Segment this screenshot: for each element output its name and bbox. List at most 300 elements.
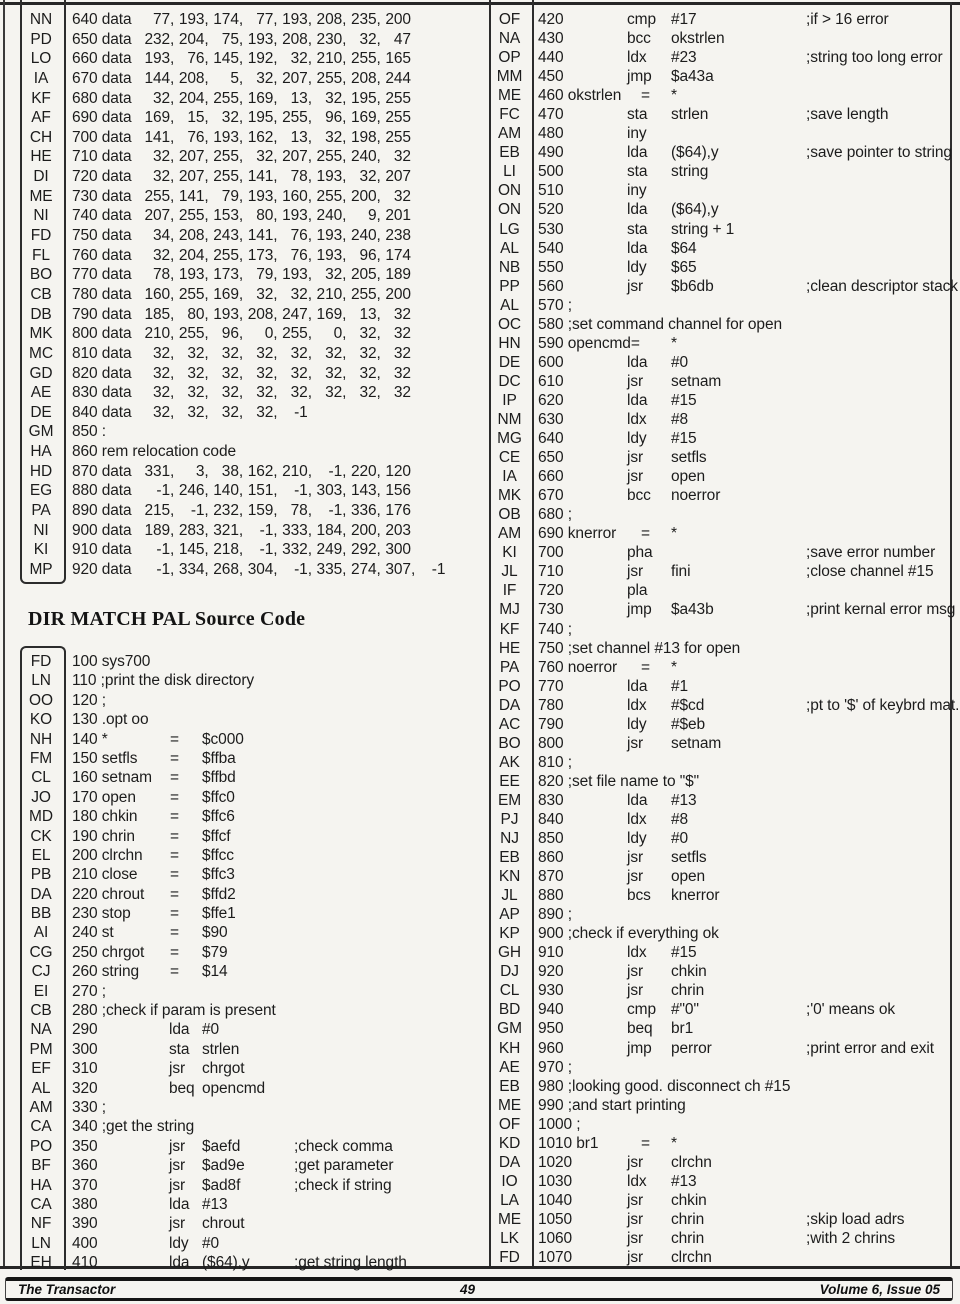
code-row (20, 846, 470, 865)
code-text: 280 ;check if param is present (72, 1002, 276, 1020)
code-text: 930 (538, 982, 564, 1000)
code-text: 520 (538, 201, 564, 219)
checksum-code: IO (501, 1172, 518, 1190)
data-value: 240 (350, 227, 377, 245)
opcode: bcs (627, 887, 651, 905)
code-text: 950 (538, 1020, 564, 1038)
opcode: ldy (627, 430, 647, 448)
data-value: 96 (359, 246, 377, 264)
code-text: 390 (72, 1215, 98, 1233)
code-text: 840 (538, 810, 564, 828)
comment: ;close channel #15 (806, 563, 934, 581)
data-value: 160 (282, 187, 308, 205)
operand: string (671, 163, 709, 181)
data-value: 255 (178, 325, 205, 343)
data-value: -1 (259, 521, 274, 539)
data-value: 32 (256, 344, 274, 362)
data-value: 13 (290, 128, 308, 146)
code-text: 700 data 141, 76, 193, 162, 13, 32, 198, 255 (72, 128, 411, 146)
data-value: 78 (152, 266, 170, 284)
data-value: 193 (213, 305, 239, 323)
data-value: 193 (247, 30, 274, 48)
code-row (489, 486, 954, 505)
opcode: jsr (627, 1230, 644, 1247)
code-text: 900 data 189, 283, 321, -1, 333, 184, 200, 203 (72, 521, 411, 539)
code-text: 430 (538, 30, 564, 48)
data-value: 165 (385, 50, 411, 68)
opcode: lda (627, 144, 648, 162)
equals-sign: = (170, 885, 179, 903)
code-row (20, 462, 470, 482)
code-row (20, 1001, 470, 1020)
data-value: -1 (156, 482, 170, 500)
data-value: 193 (316, 168, 343, 186)
line-label: 890 data (72, 502, 132, 520)
code-text: 410 (72, 1254, 98, 1272)
code-text: 230 stop (72, 905, 131, 923)
code-text: 820 data 32, 32, 32, 32, 32, 32, 32, 32 (72, 364, 411, 382)
comment: ;string too long error (806, 49, 943, 67)
line-label: 640 data (72, 11, 132, 28)
code-text: 330 ; (72, 1098, 106, 1116)
code-row (20, 1214, 470, 1233)
data-value: 210 (144, 325, 170, 343)
code-row (489, 239, 954, 258)
code-text: 1070 (538, 1249, 573, 1267)
data-value: 193 (282, 207, 308, 225)
code-text: 720 (538, 582, 564, 600)
comment: ;check if string (294, 1176, 392, 1194)
code-row (20, 943, 470, 962)
operand: #15 (671, 944, 697, 962)
code-row (489, 1134, 954, 1153)
data-value: 145 (213, 50, 239, 68)
opcode: ldx (627, 410, 647, 428)
operand: $b6db (671, 277, 714, 295)
data-value: 246 (178, 482, 205, 500)
code-text: 760 data 32, 204, 255, 173, 76, 193, 96, 174 (72, 246, 411, 264)
checksum-code: KF (31, 89, 51, 107)
data-value: 32 (359, 168, 377, 186)
checksum-code: BO (498, 734, 521, 752)
code-row (489, 429, 954, 448)
code-text: 830 (538, 791, 564, 809)
code-row (20, 540, 470, 560)
code-row (489, 315, 954, 334)
data-value: 3 (195, 462, 205, 480)
checksum-code: KD (498, 1134, 521, 1152)
checksum-code: MJ (499, 601, 520, 619)
data-value: 193 (178, 11, 205, 28)
code-row (489, 562, 954, 581)
code-row (489, 48, 954, 67)
data-value: 303 (316, 482, 343, 500)
code-text: 640 (538, 430, 564, 448)
equals-sign: = (170, 905, 179, 923)
code-row (20, 89, 470, 109)
data-value: 205 (350, 266, 377, 284)
operand: string + 1 (671, 220, 735, 238)
checksum-code: OO (29, 691, 53, 709)
checksum-code: FD (499, 1249, 520, 1267)
opcode: lda (627, 391, 648, 409)
code-text: 370 (72, 1176, 98, 1194)
data-value: 32 (393, 344, 411, 362)
checksum-code: IF (502, 582, 517, 600)
code-text: 850 : (72, 423, 106, 441)
checksum-code: MP (29, 560, 53, 578)
checksum-code: EE (499, 772, 520, 790)
data-value: 78 (290, 168, 308, 186)
data-value: 151 (247, 482, 274, 500)
code-text: 220 chrout (72, 885, 145, 903)
checksum-code: PB (30, 866, 52, 884)
checksum-code: DA (498, 1153, 521, 1171)
opcode: ldx (627, 696, 647, 714)
comment: ;save error number (806, 544, 936, 562)
line-label: 840 data (72, 403, 132, 421)
operand: $ad9e (202, 1157, 245, 1175)
checksum-code: MG (497, 430, 522, 448)
code-text: 130 .opt oo (72, 711, 149, 729)
checksum-code: PM (29, 1040, 53, 1058)
operand: $65 (671, 258, 697, 276)
data-value: 80 (187, 305, 205, 323)
code-row (489, 1172, 954, 1191)
code-text: 100 sys700 (72, 653, 151, 670)
code-row (20, 1079, 470, 1098)
code-row (20, 671, 470, 690)
code-text: 820 ;set file name to "$" (538, 772, 700, 790)
code-row (489, 524, 954, 543)
code-row (489, 696, 960, 715)
data-value: 174 (385, 246, 411, 264)
data-value: 15 (187, 109, 205, 127)
data-value: 247 (282, 305, 308, 323)
data-value: 255 (385, 109, 411, 127)
checksum-code: PA (499, 658, 520, 676)
value: $ffbd (202, 769, 236, 787)
code-row (489, 1115, 954, 1134)
data-value: 47 (393, 30, 411, 48)
code-text: 1050 (538, 1210, 573, 1228)
code-text: 1010 br1 (538, 1134, 599, 1152)
code-row (20, 962, 470, 981)
code-text: 290 (72, 1021, 98, 1039)
opcode: iny (627, 125, 647, 143)
code-text: 860 (538, 849, 564, 867)
comment: ;pt to '$' of keybrd mat. (806, 696, 960, 714)
opcode: cmp (627, 11, 656, 28)
checksum-code: JL (501, 563, 518, 581)
code-text: 380 (72, 1195, 98, 1213)
data-value: 32 (152, 403, 170, 421)
operand: #"0" (671, 1001, 699, 1019)
data-value: 232 (144, 30, 170, 48)
left-edge-rule (3, 0, 5, 1266)
code-row (489, 86, 954, 105)
code-row (20, 652, 470, 671)
code-text: 970 ; (538, 1058, 572, 1076)
code-row (20, 1253, 470, 1272)
checksum-code: MM (496, 68, 523, 86)
data-value: 32 (152, 89, 170, 107)
code-text: 550 (538, 258, 564, 276)
operand: chrin (671, 1210, 705, 1228)
code-text: 630 (538, 410, 564, 428)
data-value: 144 (144, 69, 170, 87)
opcode: jsr (169, 1215, 186, 1233)
checksum-code: LA (500, 1191, 519, 1209)
checksum-code: JO (31, 788, 51, 806)
data-value: 208 (350, 69, 377, 87)
checksum-code: CE (498, 449, 521, 467)
operand: #13 (202, 1195, 228, 1213)
opcode: iny (627, 182, 647, 200)
data-value: 333 (282, 521, 308, 539)
code-text: 320 (72, 1079, 98, 1097)
code-row (489, 391, 954, 410)
code-text: 480 (538, 125, 564, 143)
equals-sign: = (170, 769, 179, 787)
data-value: 32 (325, 266, 343, 284)
data-value: 13 (359, 305, 377, 323)
code-text: 510 (538, 182, 564, 200)
data-value: 176 (385, 502, 411, 520)
checksum-code: MC (29, 344, 53, 362)
data-value: 32 (325, 344, 343, 362)
checksum-code: DJ (500, 963, 519, 981)
code-text: 980 ;looking good. disconnect ch #15 (538, 1077, 791, 1095)
equals-sign: = (170, 924, 179, 942)
data-value: 189 (385, 266, 411, 284)
data-value: 0 (264, 325, 274, 343)
code-text: 660 data 193, 76, 145, 192, 32, 210, 255, 165 (72, 50, 411, 68)
data-value: 32 (393, 187, 411, 205)
data-value: 208 (178, 69, 205, 87)
data-value: 32 (359, 384, 377, 402)
code-row (20, 1234, 470, 1253)
opcode: sta (627, 220, 648, 238)
data-value: 204 (178, 30, 205, 48)
top-rule (0, 2, 960, 5)
operand: knerror (671, 887, 720, 905)
code-row (489, 1096, 954, 1115)
code-text: 470 (538, 106, 564, 124)
opcode: jsr (169, 1157, 186, 1175)
checksum-code: NN (29, 11, 53, 28)
code-text: 650 data 232, 204, 75, 193, 208, 230, 32, 47 (72, 30, 411, 48)
data-value: 195 (350, 89, 377, 107)
value: $ffd2 (202, 885, 236, 903)
checksum-code: AE (30, 384, 52, 402)
value: $ffe1 (202, 905, 236, 923)
code-text: 540 (538, 239, 564, 257)
opcode: lda (169, 1021, 190, 1039)
code-text: 780 data 160, 255, 169, 32, 32, 210, 255, 200 (72, 285, 411, 303)
equals-sign: = (170, 749, 179, 767)
operand: okstrlen (671, 30, 725, 48)
data-value: 255 (213, 168, 239, 186)
data-value: 156 (385, 482, 411, 500)
value: $ffcf (202, 827, 231, 845)
opcode: jsr (169, 1060, 186, 1078)
data-value: -1 (294, 560, 308, 578)
code-row (20, 885, 470, 904)
data-value: 204 (178, 89, 205, 107)
operand: fini (671, 563, 691, 581)
data-value: 78 (290, 502, 308, 520)
equals-sign: = (641, 525, 650, 543)
checksum-code: HD (29, 462, 53, 480)
data-value: -1 (156, 560, 170, 578)
data-value: -1 (294, 482, 308, 500)
checksum-code: BO (29, 266, 53, 284)
data-value: 208 (282, 30, 308, 48)
checksum-code: EB (499, 1077, 520, 1095)
data-value: 255 (350, 285, 377, 303)
code-row (20, 691, 470, 710)
data-value: 193 (213, 128, 239, 146)
line-label: 720 data (72, 168, 132, 186)
data-value: 143 (350, 482, 377, 500)
line-label: 750 data (72, 227, 132, 245)
checksum-code: CJ (31, 963, 51, 981)
comment: ;check comma (294, 1137, 393, 1155)
line-label: 650 data (72, 30, 132, 48)
operand: clrchn (671, 1153, 712, 1171)
data-value: 160 (144, 285, 170, 303)
checksum-code: CB (30, 285, 52, 303)
data-value: 32 (256, 69, 274, 87)
code-text: 500 (538, 163, 564, 181)
data-value: 32 (256, 148, 274, 166)
checksum-code: ON (497, 182, 522, 200)
line-label: 660 data (72, 50, 132, 68)
operand: #13 (671, 791, 697, 809)
footer-page-number: 49 (459, 1282, 475, 1297)
data-value: 195 (247, 109, 274, 127)
code-text: 490 (538, 144, 564, 162)
data-value: 32 (290, 285, 308, 303)
equals-sign: = (170, 963, 179, 981)
operand: ($64),y (202, 1254, 250, 1272)
opcode: ldx (627, 1172, 647, 1190)
value: $90 (202, 924, 228, 942)
checksum-code: EG (29, 482, 53, 500)
data-value: 32 (221, 364, 239, 382)
operand: setfls (671, 849, 707, 867)
equals-sign: = (641, 658, 650, 676)
code-text: 200 clrchn (72, 846, 143, 864)
operand: #13 (671, 1172, 697, 1190)
data-value: 32 (290, 344, 308, 362)
data-value: 255 (385, 89, 411, 107)
data-value: 32 (325, 128, 343, 146)
checksum-code: MD (29, 808, 53, 826)
data-value: 230 (316, 30, 343, 48)
code-row (20, 1117, 470, 1136)
checksum-code: HA (30, 1176, 52, 1194)
pal-source-listing-left (20, 652, 470, 1273)
operand: #8 (671, 410, 689, 428)
data-value: 215 (144, 502, 170, 520)
opcode: bcc (627, 30, 651, 48)
checksum-code: LO (30, 50, 52, 68)
code-text: 1060 (538, 1230, 573, 1247)
data-value: 255 (316, 148, 343, 166)
data-value: -1 (190, 502, 205, 520)
code-text: 910 data -1, 145, 218, -1, 332, 249, 292, 300 (72, 541, 411, 559)
line-label: 870 data (72, 462, 132, 480)
code-row (489, 639, 954, 658)
code-text: 920 data -1, 334, 268, 304, -1, 335, 274, 307, -1 (72, 560, 446, 578)
code-text: 880 data -1, 246, 140, 151, -1, 303, 143, 156 (72, 482, 411, 500)
opcode: sta (627, 163, 648, 181)
basic-data-listing (20, 10, 470, 580)
data-value: 207 (282, 69, 308, 87)
data-value: 255 (213, 89, 239, 107)
checksum-code: MK (497, 487, 522, 505)
operand: chrin (671, 982, 705, 1000)
code-text: 310 (72, 1060, 98, 1078)
code-row (489, 981, 954, 1000)
operand: #23 (671, 49, 697, 67)
code-text: 870 data 331, 3, 38, 162, 210, -1, 220, 120 (72, 462, 411, 480)
data-value: 145 (178, 541, 205, 559)
line-label: 770 data (72, 266, 132, 284)
checksum-code: GD (29, 364, 53, 382)
code-text: 810 data 32, 32, 32, 32, 32, 32, 32, 32 (72, 344, 411, 362)
opcode: cmp (627, 1001, 656, 1019)
code-row (20, 788, 470, 807)
data-value: 32 (359, 364, 377, 382)
opcode: jsr (627, 982, 644, 1000)
code-row (489, 1153, 954, 1172)
data-value: 38 (221, 462, 239, 480)
equals-sign: = (170, 808, 179, 826)
opcode: bcc (627, 487, 651, 505)
checksum-code: EM (497, 791, 522, 809)
data-value: 76 (290, 227, 308, 245)
opcode: jsr (627, 1191, 644, 1209)
code-text: 1030 (538, 1172, 573, 1190)
footer-magazine-title: The Transactor (18, 1282, 116, 1297)
operand: setfls (671, 449, 707, 467)
operand: #$eb (671, 715, 706, 733)
data-value: 200 (385, 285, 411, 303)
data-value: 9 (368, 207, 377, 225)
checksum-code: DA (30, 885, 52, 903)
code-row (489, 1191, 954, 1210)
data-value: -1 (431, 560, 446, 578)
code-text: 590 opencmd= (538, 334, 640, 352)
code-text: 560 (538, 277, 564, 295)
operand: clrchn (671, 1249, 712, 1267)
checksum-code: GH (497, 944, 522, 962)
code-text: 530 (538, 220, 564, 238)
data-value: 76 (290, 246, 308, 264)
checksum-code: PA (31, 502, 51, 520)
comment: ;with 2 chrins (806, 1230, 896, 1247)
checksum-code: AE (499, 1058, 520, 1076)
checksum-code: BF (31, 1157, 51, 1175)
code-text: 270 ; (72, 982, 106, 1000)
code-text: 880 (538, 887, 564, 905)
data-value: 32 (187, 403, 205, 421)
code-row (489, 658, 954, 677)
code-row (489, 277, 958, 296)
